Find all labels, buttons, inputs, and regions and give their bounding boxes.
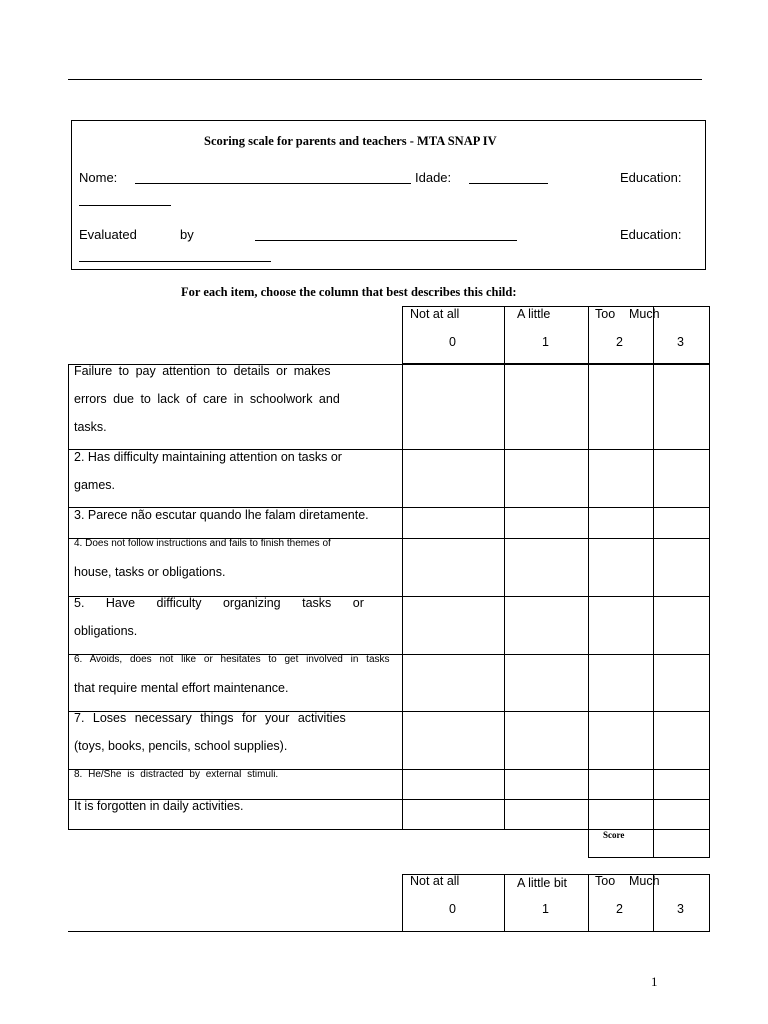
item-1-line-1: Failure to pay attention to details or makes — [74, 364, 331, 378]
t2-header-a-little-bit: A little bit — [517, 876, 568, 890]
item-1-line-2: errors due to lack of care in schoolwork and — [74, 392, 340, 406]
education-label: Education: — [620, 170, 682, 185]
evaluator-field-line[interactable] — [255, 240, 517, 241]
item-6-line-1: 6. Avoids, does not like or hesitates to get involved in tasks — [74, 654, 390, 665]
score-3: 3 — [677, 335, 684, 349]
t2-header-too: Too — [595, 874, 616, 888]
item-4-line-2: house, tasks or obligations. — [74, 565, 226, 579]
top-rule — [68, 79, 702, 80]
item-3-line-1: 3. Parece não escutar quando lhe falam diretamente. — [74, 508, 369, 522]
evaluated-label: Evaluated — [79, 227, 137, 242]
education-field-line[interactable] — [79, 205, 171, 206]
item-8-line-2: It is forgotten in daily activities. — [74, 799, 244, 813]
age-field-line[interactable] — [469, 183, 548, 184]
page-number: 1 — [651, 974, 658, 989]
item-2-line-1: 2. Has difficulty maintaining attention on tasks or — [74, 450, 342, 464]
header-not-at-all: Not at all — [410, 307, 460, 321]
evaluator-education-label: Education: — [620, 227, 682, 242]
instructions: For each item, choose the column that best describes this child: — [181, 285, 517, 299]
score-label: Score — [603, 830, 625, 840]
t2-header-much: Much — [629, 874, 660, 888]
t2-score-1: 1 — [542, 902, 549, 916]
t2-score-2: 2 — [616, 902, 623, 916]
t2-score-0: 0 — [449, 902, 456, 916]
name-field-line[interactable] — [135, 183, 411, 184]
item-6-line-2: that require mental effort maintenance. — [74, 681, 289, 695]
item-8-line-1: 8. He/She is distracted by external stimuli. — [74, 769, 279, 780]
item-7-line-2: (toys, books, pencils, school supplies). — [74, 739, 288, 753]
t2-score-3: 3 — [677, 902, 684, 916]
header-too: Too — [595, 307, 616, 321]
by-label: by — [180, 227, 194, 242]
header-much: Much — [629, 307, 660, 321]
score-1: 1 — [542, 335, 549, 349]
age-label: Idade: — [415, 170, 452, 185]
header-a-little: A little — [517, 307, 551, 321]
score-2: 2 — [616, 335, 623, 349]
item-1-line-3: tasks. — [74, 420, 107, 434]
score-0: 0 — [449, 335, 456, 349]
t2-header-not-at-all: Not at all — [410, 874, 460, 888]
name-label: Nome: — [79, 170, 118, 185]
form-title: Scoring scale for parents and teachers - MTA SNAP IV — [204, 134, 497, 148]
table2-bottom-rule — [68, 931, 710, 932]
item-5-line-2: obligations. — [74, 624, 138, 638]
item-2-line-2: games. — [74, 478, 115, 492]
item-7-line-1: 7. Loses necessary things for your activities — [74, 711, 346, 725]
item-5-line-1: 5. Have difficulty organizing tasks or — [74, 596, 364, 610]
evaluator-education-field-line[interactable] — [79, 261, 271, 262]
item-4-line-1: 4. Does not follow instructions and fails to finish themes of — [74, 538, 331, 549]
